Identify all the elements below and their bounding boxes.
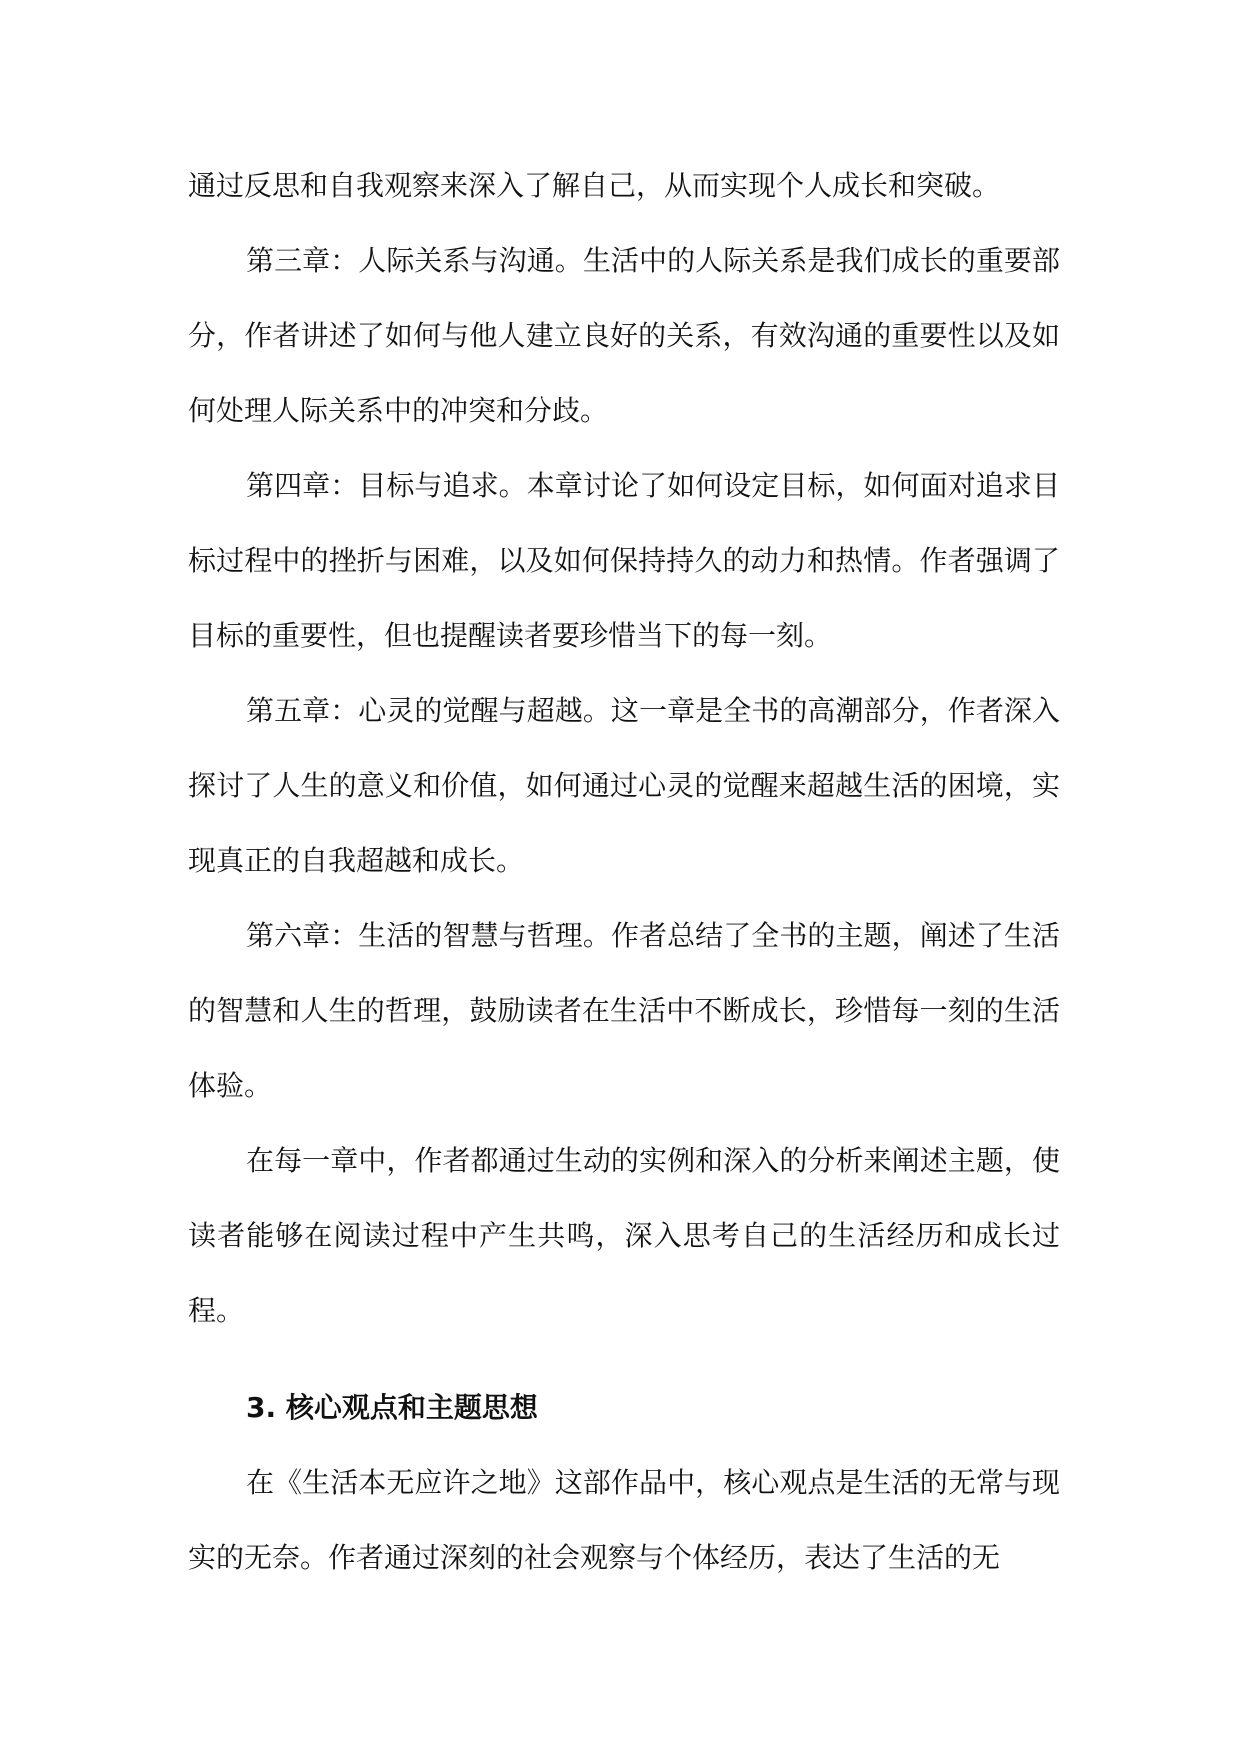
document-page (188, 148, 1060, 1595)
paragraph-chapter-five: 第五章：心灵的觉醒与超越。这一章是全书的高潮部分，作者深入探讨了人生的意义和价值，如何通过心灵的觉醒来超越生活的困境，实现真正的自我超越和成长。 (188, 694, 1060, 877)
paragraph-summary: 在每一章中，作者都通过生动的实例和深入的分析来阐述主题，使读者能够在阅读过程中产生共鸣，深入思考自己的生活经历和成长过程。 (188, 1144, 1060, 1327)
paragraph-chapter-six: 第六章：生活的智慧与哲理。作者总结了全书的主题，阐述了生活的智慧和人生的哲理，鼓励读者在生活中不断成长，珍惜每一刻的生活体验。 (188, 919, 1060, 1102)
paragraph-core-views: 在《生活本无应许之地》这部作品中，核心观点是生活的无常与现实的无奈。作者通过深刻的社会观察与个体经历，表达了生活的无 (188, 1466, 1060, 1574)
paragraph-continuation: 通过反思和自我观察来深入了解自己，从而实现个人成长和突破。 (188, 169, 1001, 202)
paragraph-chapter-four: 第四章：目标与追求。本章讨论了如何设定目标，如何面对追求目标过程中的挫折与困难，以及如何保持持久的动力和热情。作者强调了目标的重要性，但也提醒读者要珍惜当下的每一刻。 (188, 469, 1060, 652)
section-heading: 3. 核心观点和主题思想 (246, 1391, 538, 1424)
paragraph-chapter-three: 第三章：人际关系与沟通。生活中的人际关系是我们成长的重要部分，作者讲述了如何与他人建立良好的关系，有效沟通的重要性以及如何处理人际关系中的冲突和分歧。 (188, 244, 1060, 427)
